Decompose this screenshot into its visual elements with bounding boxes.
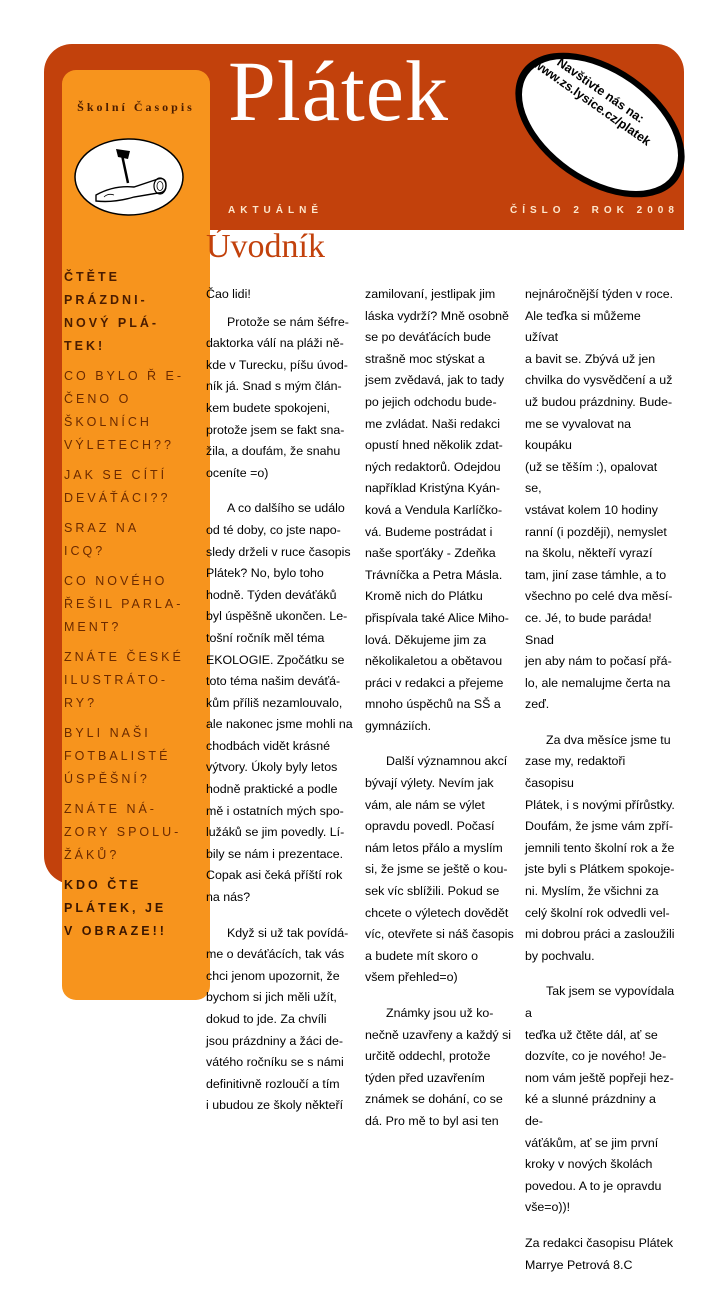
- promo-link[interactable]: Navštivte nás na: www.zs.lysice.cz/platek: [530, 55, 654, 149]
- paragraph: Za dva měsíce jsme tu zase my, redaktoři časopisu Plátek, i s novými přírůstky. Doufám, že jsme vám zpří- jemnili tento školní rok a že jste byli s Plátkem spokoje- ni. Myslím, že všichni za celý školní rok odvedli vel- mi dobrou práci a zasloužili by pochvalu.: [525, 732, 675, 963]
- sidebar-item-8[interactable]: ZNÁTE NÁ- ZORY SPOLU- ŽÁKŮ?: [64, 802, 182, 862]
- article-heading: Úvodník: [206, 228, 325, 265]
- article-column-3: [525, 284, 677, 1290]
- signature: Za redakci časopisu Plátek Marrye Petrová 8.C: [525, 1235, 674, 1272]
- newsletter-title: Plátek: [228, 43, 449, 139]
- paragraph: Známky jsou už ko- nečně uzavřeny a každý si určitě oddechl, protože týden před uzavřením známek se dohání, co se dá. Pro mě to byl asi ten: [365, 1006, 512, 1128]
- paragraph: zamilovaní, jestlipak jim láska vydrží? Mně osobně se po deváťácích bude strašně moc stýskat a jsem zvědavá, jak to tady po jejich odchodu bude- me zvládat. Naši redakci opustí hned několik zdat- ných redaktorů. Odejdou například Kristýna Kyán- ková a Vendula Karlíčko- vá. Budeme postrádat i naše sporťáky - Zdeňka Trávníčka a Petra Másla. Kromě nich do Plátku přispívala také Alice Miho- lová. Děkujeme jim za několikaletou a obětavou práci v redakci a přejeme mnoho úspěchů na SŠ a gymnáziích.: [365, 287, 509, 733]
- paragraph: A co dalšího se událo od té doby, co jste napo- sledy drželi v ruce časopis Plátek? No, bylo toho hodně. Týden deváťáků byl úspěšně ukončen. Le- tošní ročník měl téma EKOLOGIE. Zpočátku se toto téma našim deváťá- kům příliš nezamlouvalo, ale nakonec jsme mohli na chodbách vidět krásné výtvory. Úkoly byly letos hodně praktické a podle mě i ostatních mých spo- lužáků se jim povedly. Lí- bily se nám i prezentace. Copak asi čeká příští rok na nás?: [206, 501, 353, 905]
- issue-label: ČÍSLO 2 ROK 2008: [510, 205, 679, 216]
- paragraph: Protože se nám šéfre- daktorka válí na pláži ně- kde v Turecku, píšu úvod- ník já. Snad s mým člán- kem budete spokojeni, protože jsem se fakt sna- žila, a doufám, že snahu oceníte =o): [206, 314, 349, 480]
- sidebar-item-9[interactable]: KDO ČTE PLÁTEK, JE V OBRAZE!!: [64, 878, 167, 938]
- carved-log-icon: [74, 137, 184, 217]
- paragraph: Když si už tak povídá- me o deváťácích, tak vás chci jenom upozornit, že bychom si jich měli užít, dokud to jde. Za chvíli jsou prázdniny a žáci de- vátého ročníku se s námi definitivně rozloučí a tím i ubudou ze školy někteří: [206, 925, 349, 1113]
- sidebar-item-6[interactable]: ZNÁTE ČESKÉ ILUSTRÁTO- RY?: [64, 650, 184, 710]
- paragraph: Tak jsem se vypovídala a teďka už čtěte dál, ať se dozvíte, co je nového! Je- nom vám ještě popřeji hez- ké a slunné prázdniny a de- váťákům, ať se jim první kroky v nových školách povedou. A to je opravdu vše=o))!: [525, 984, 675, 1215]
- sidebar-item-1[interactable]: ČTĚTE PRÁZDNI- NOVÝ PLÁ- TEK!: [64, 270, 160, 353]
- sidebar-item-5[interactable]: CO NOVÉHO ŘEŠIL PARLA- MENT?: [64, 574, 184, 634]
- sidebar-item-3[interactable]: JAK SE CÍTÍ DEVÁŤÁCI??: [64, 468, 171, 505]
- sidebar-item-7[interactable]: BYLI NAŠI FOTBALISTÉ ÚSPĚŠNÍ?: [64, 726, 171, 786]
- sidebar-nav: [64, 266, 204, 950]
- sidebar-item-4[interactable]: SRAZ NA ICQ?: [64, 521, 140, 558]
- paragraph: Další významnou akcí bývají výlety. Nevím jak vám, ale nám se výlet opravdu povedl. Počasí nám letos přálo a myslím si, že jsme se ještě o kou- sek víc sblížili. Pokud se chcete o výletech dovědět víc, otevřete si náš časopis a budete mít skoro o všem přehled=o): [365, 754, 514, 985]
- article-column-2: [365, 284, 517, 1147]
- sidebar-label: Školní Časopis: [77, 100, 195, 114]
- paragraph: Čao lidi!: [206, 287, 251, 301]
- section-label: AKTUÁLNĚ: [228, 205, 323, 216]
- sidebar-item-2[interactable]: CO BYLO Ř E- ČENO O ŠKOLNÍCH VÝLETECH??: [64, 369, 185, 452]
- promo-oval: [500, 50, 700, 200]
- article-column-1: [206, 284, 358, 1131]
- paragraph: nejnáročnější týden v roce. Ale teďka si můžeme užívat a bavit se. Zbývá už jen chvilka do vysvědčení a už už budou prázdniny. Bude- me se vyvalovat na koupáku (už se těším :), opalovat se, vstávat kolem 10 hodiny ranní (i později), nemyslet na školu, někteří vyrazí tam, jiní zase támhle, a to všechno po celé dva měsí- ce. Jé, to bude paráda! Snad jen aby nám to počasí přá- lo, ale nemalujme čerta na zeď.: [525, 287, 674, 712]
